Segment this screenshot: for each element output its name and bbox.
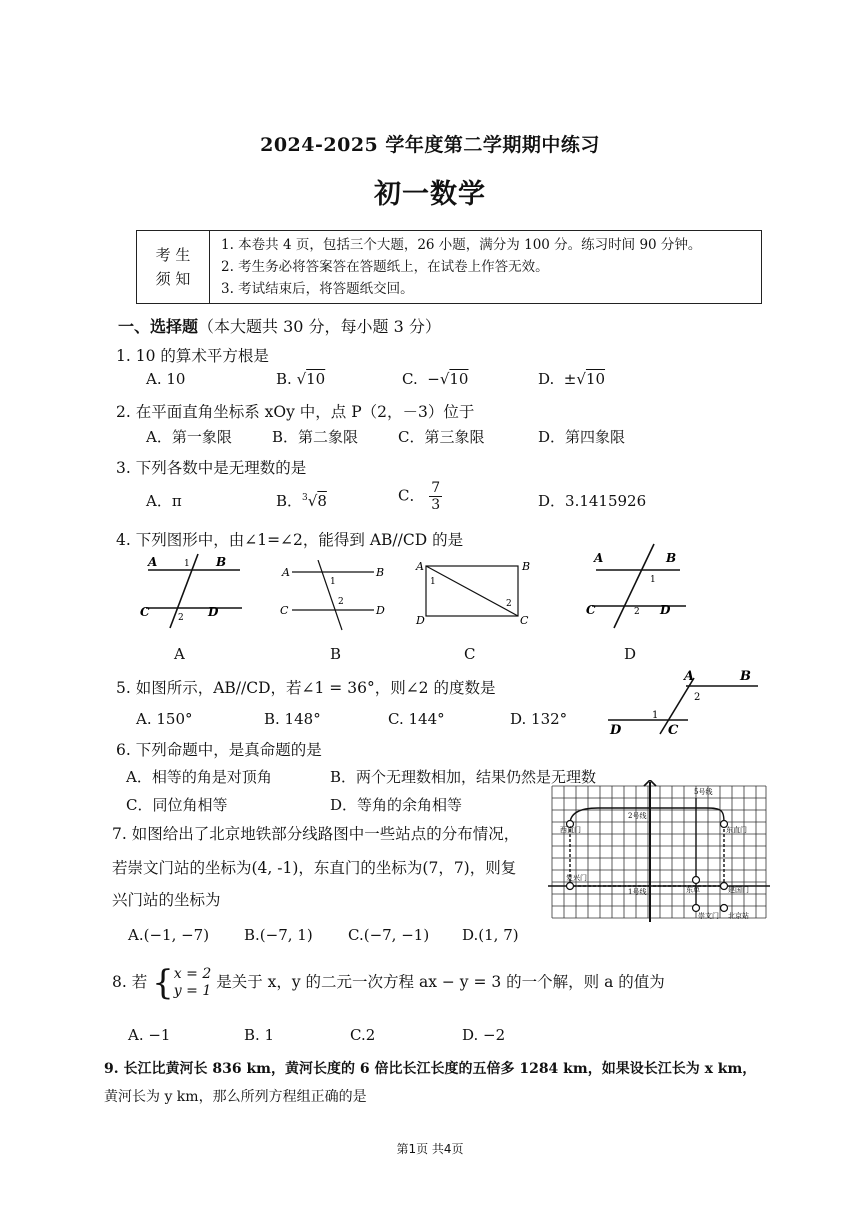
q5-option-b: B. 148° xyxy=(264,710,321,728)
section-title: 一、选择题 xyxy=(118,317,199,336)
svg-text:2: 2 xyxy=(178,613,184,623)
svg-text:2: 2 xyxy=(338,597,344,607)
notice-label-line2: 须 知 xyxy=(155,270,191,288)
q1-option-a: A. 10 xyxy=(146,370,186,388)
section-note: （本大题共 30 分，每小题 3 分） xyxy=(198,317,441,336)
cube-root-index: 3 xyxy=(302,493,308,503)
q1-option-b-letter: B. xyxy=(276,370,292,388)
q3-option-b-letter: B． xyxy=(276,492,303,510)
svg-text:1: 1 xyxy=(650,575,656,585)
q3-option-b xyxy=(276,490,327,511)
svg-text:B: B xyxy=(666,551,677,565)
q9-line1: 9. 长江比黄河长 836 km，黄河长度的 6 倍比长江长度的五倍多 1284 km，如果设长江长为 x km， xyxy=(104,1061,757,1077)
svg-text:1: 1 xyxy=(330,577,336,587)
svg-text:2: 2 xyxy=(506,599,512,609)
notice-box xyxy=(136,230,762,304)
q3-option-b-value: 8 xyxy=(317,492,327,510)
map-label-line5: 5号线 xyxy=(694,788,713,796)
q2-option-b: B．第二象限 xyxy=(272,428,359,446)
svg-text:2: 2 xyxy=(634,607,640,617)
q6-option-d: D．等角的余角相等 xyxy=(330,796,463,814)
exam-subject: 初一数学 xyxy=(374,179,486,210)
fraction-7-3 xyxy=(429,480,442,513)
q6-option-b: B．两个无理数相加，结果仍然是无理数 xyxy=(330,768,597,786)
q1-option-d: D. ±√10 xyxy=(538,370,606,388)
svg-text:A: A xyxy=(148,555,158,569)
svg-text:D: D xyxy=(610,723,622,738)
map-label-jianguomen: 建国门 xyxy=(728,886,749,894)
svg-text:2: 2 xyxy=(694,692,701,703)
svg-text:C: C xyxy=(280,604,289,617)
notice-label-line1: 考 生 xyxy=(155,246,191,264)
fraction-denominator: 3 xyxy=(431,497,441,513)
q4-figure-b xyxy=(278,560,390,632)
q7-line3: 兴门站的坐标为 xyxy=(112,891,221,909)
svg-text:D: D xyxy=(416,614,425,627)
q3-stem: 3. 下列各数中是无理数的是 xyxy=(116,459,307,477)
q1-option-c-letter: C. xyxy=(402,370,418,388)
q3-option-a: A．π xyxy=(146,492,182,510)
map-label-chongwenmen: 崇文门 xyxy=(698,912,719,920)
q1-option-b xyxy=(276,370,325,388)
brace-icon: { xyxy=(152,963,174,1003)
q4-figure-a xyxy=(138,552,248,634)
svg-text:D: D xyxy=(660,603,671,617)
q7-option-d: D.(1, 7) xyxy=(462,926,519,944)
q5-option-d: D. 132° xyxy=(510,710,568,728)
svg-text:B: B xyxy=(376,566,385,579)
svg-text:A: A xyxy=(282,566,290,579)
q8-option-a: A. −1 xyxy=(128,1026,171,1044)
q1-option-d-letter: D. xyxy=(538,370,555,388)
svg-text:C: C xyxy=(668,723,679,738)
map-label-beijingzhan: 北京站 xyxy=(728,912,749,920)
q7-option-b: B.(−7, 1) xyxy=(244,926,313,944)
q3-option-c-letter: C． xyxy=(398,486,425,505)
q4-label-d: D xyxy=(624,645,637,663)
q1-option-c: C. −√10 xyxy=(402,370,469,388)
svg-text:C: C xyxy=(520,614,529,627)
q5-figure xyxy=(602,664,762,740)
svg-text:B: B xyxy=(522,560,531,573)
svg-text:A: A xyxy=(416,560,424,573)
svg-text:1: 1 xyxy=(652,710,659,721)
svg-text:D: D xyxy=(376,604,385,617)
q5-option-c: C. 144° xyxy=(388,710,445,728)
q7-line2: 若崇文门站的坐标为(4, -1)，东直门的坐标为(7，7)，则复 xyxy=(112,859,517,877)
q4-label-c: C xyxy=(464,645,476,663)
notice-items xyxy=(221,234,701,300)
section-heading xyxy=(118,314,441,337)
q3-option-c xyxy=(398,480,442,513)
svg-text:A: A xyxy=(684,669,695,684)
equation-system xyxy=(152,963,212,1003)
map-label-dongdan: 东单 xyxy=(686,886,700,894)
map-label-fuxingmen: 复兴门 xyxy=(566,874,587,882)
q9-line2: 黄河长为 y km，那么所列方程组正确的是 xyxy=(104,1089,367,1105)
q4-label-b: B xyxy=(330,645,342,663)
q6-stem: 6. 下列命题中，是真命题的是 xyxy=(116,741,322,759)
notice-item: 1. 本卷共 4 页，包括三个大题，26 小题，满分为 100 分。练习时间 90 分钟。 xyxy=(221,237,702,253)
q4-figure-d xyxy=(584,542,694,630)
q6-option-a: A．相等的角是对顶角 xyxy=(126,768,272,786)
sqrt-sign-icon: √ xyxy=(439,370,450,388)
sqrt-sign-icon: √ xyxy=(576,370,586,388)
map-label-dongzhimen: 东直门 xyxy=(726,826,747,834)
q6-option-c: C．同位角相等 xyxy=(126,796,228,814)
map-label-line1: 1号线 xyxy=(628,888,647,896)
map-label-line2: 2号线 xyxy=(628,812,647,820)
equation-row-2: y = 1 xyxy=(173,983,212,999)
subway-map-figure xyxy=(546,780,772,924)
q8-stem-pre: 8. 若 xyxy=(112,973,148,991)
page-footer: 第1页 共4页 xyxy=(396,1142,464,1156)
q3-option-d: D．3.1415926 xyxy=(538,492,647,510)
q7-option-a: A.(−1, −7) xyxy=(128,926,210,944)
equation-row-1: x = 2 xyxy=(173,966,212,982)
svg-text:C: C xyxy=(140,605,150,619)
notice-item: 3. 考试结束后，将答题纸交回。 xyxy=(221,281,414,297)
q2-option-d: D．第四象限 xyxy=(538,428,626,446)
q4-figure-c xyxy=(414,558,532,628)
q8-stem-post: 是关于 x，y 的二元一次方程 ax − y = 3 的一个解，则 a 的值为 xyxy=(216,973,665,991)
q8-option-c: C.2 xyxy=(350,1026,376,1044)
sqrt-sign-icon: √ xyxy=(296,370,307,388)
sqrt-sign-icon: √ xyxy=(307,492,318,510)
q1-stem: 1. 10 的算术平方根是 xyxy=(116,347,269,365)
q8-stem xyxy=(112,963,665,1003)
q1-option-b-value: 10 xyxy=(306,370,326,388)
svg-text:A: A xyxy=(594,551,604,565)
q4-stem: 4. 下列图形中，由∠1=∠2，能得到 AB//CD 的是 xyxy=(116,531,464,549)
notice-item: 2. 考生务必将答案答在答题纸上，在试卷上作答无效。 xyxy=(221,259,549,275)
svg-text:C: C xyxy=(586,603,596,617)
svg-text:1: 1 xyxy=(430,577,436,587)
q7-line1: 7. 如图给出了北京地铁部分线路图中一些站点的分布情况， xyxy=(112,825,520,843)
q4-label-a: A xyxy=(174,645,185,663)
q5-stem: 5. 如图所示，AB//CD，若∠1 = 36°，则∠2 的度数是 xyxy=(116,679,496,697)
svg-text:B: B xyxy=(216,555,227,569)
q2-option-a: A．第一象限 xyxy=(146,428,232,446)
q1-option-c-value: 10 xyxy=(449,370,469,388)
exam-title: 2024-2025 学年度第二学期期中练习 xyxy=(260,134,600,156)
q8-option-d: D. −2 xyxy=(462,1026,506,1044)
q5-option-a: A. 150° xyxy=(136,710,193,728)
svg-text:B: B xyxy=(740,669,751,684)
q7-option-c: C.(−7, −1) xyxy=(348,926,430,944)
q2-option-c: C．第三象限 xyxy=(398,428,485,446)
q2-stem: 2. 在平面直角坐标系 xOy 中，点 P（2，－3）位于 xyxy=(116,403,475,421)
q8-option-b: B. 1 xyxy=(244,1026,275,1044)
notice-label xyxy=(137,231,210,303)
svg-text:D: D xyxy=(208,605,219,619)
svg-text:1: 1 xyxy=(184,559,190,569)
fraction-numerator: 7 xyxy=(431,480,441,496)
q1-option-d-value: 10 xyxy=(585,370,606,388)
map-label-xizhimen: 西直门 xyxy=(560,826,581,834)
